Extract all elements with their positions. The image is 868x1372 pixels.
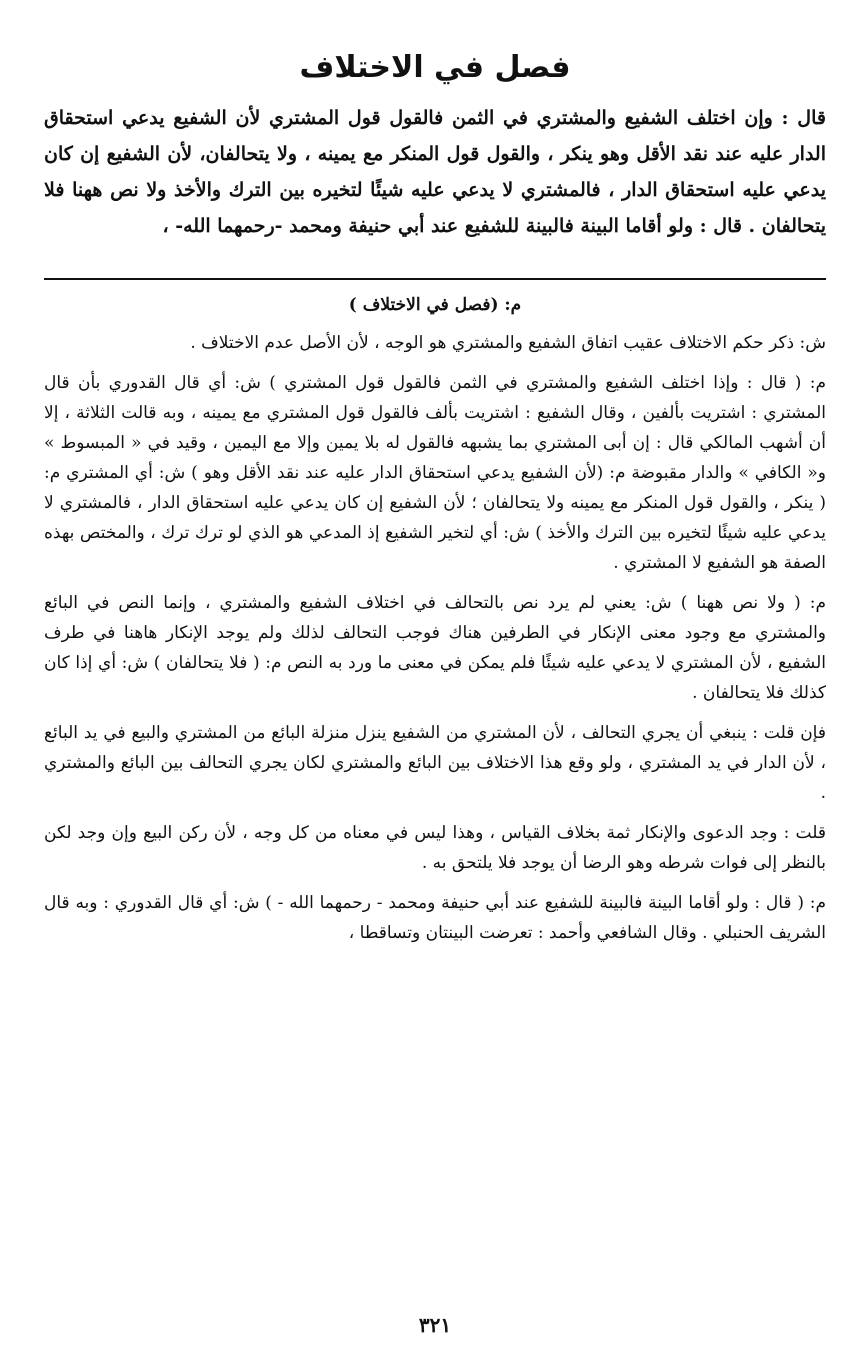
page-number: ٣٢١ bbox=[418, 1313, 452, 1337]
commentary-paragraph: ش: ذكر حكم الاختلاف عقيب اتفاق الشفيع والمشتري هو الوجه ، لأن الأصل عدم الاختلاف . bbox=[190, 333, 826, 353]
book-page bbox=[44, 40, 826, 1340]
main-text: قال : وإن اختلف الشفيع والمشتري في الثمن فالقول قول المشتري لأن الشفيع يدعي استحقاق الدار عليه عند نقد الأقل وهو ينكر ، والقول قول المنكر مع يمينه ، ولا يتحالفان، لأن الشفيع إن كان يدعي عليه استحقاق الدار ، فالمشتري لا يدعي عليه شيئًا لتخيره بين الترك والأخذ ولا نص ههنا فلا يتحالفان . قال : ولو أقاما البينة فالبينة للشفيع عند أبي حنيفة ومحمد -رحمهما الله- ، bbox=[44, 107, 826, 237]
chapter-title: فصل في الاختلاف bbox=[299, 50, 571, 85]
commentary bbox=[44, 328, 826, 948]
commentary-paragraph: م: ( قال : وإذا اختلف الشفيع والمشتري في الثمن فالقول قول المشتري ) ش: أي قال القدوري بأن قال المشتري : اشتريت بألفين ، وقال الشفيع : اشتريت بألف فالقول قول المشتري مع يمينه ، وبه قالت الثلاثة ، إلا أن أشهب المالكي قال : إن أبى المشتري بما يشبهه فالقول له بلا يمين وإلا مع اليمين ، وقيد في « المبسوط » و« الكافي » والدار مقبوضة م: (لأن الشفيع يدعي استحقاق الدار عليه عند نقد الأقل وهو ) ش: أي المشتري م: ( ينكر ، والقول قول المنكر مع يمينه ولا يتحالفان ؛ لأن الشفيع إن كان يدعي عليه استحقاق الدار ، فالمشتري لا يدعي عليه شيئًا لتخيره بين الترك والأخذ ) ش: أي لتخير الشفيع إذ المدعي هو الذي لو ترك ترك ، والمختص بهذه الصفة هو الشفيع لا المشتري . bbox=[44, 373, 826, 573]
commentary-paragraph: فإن قلت : ينبغي أن يجري التحالف ، لأن المشتري من الشفيع ينزل منزلة البائع من المشتري والبيع في يد البائع ، لأن الدار في يد المشتري ، ولو وقع هذا الاختلاف بين البائع والمشتري لكان يجري التحالف بين البائع والمشتري . bbox=[44, 723, 826, 803]
commentary-paragraph: م: ( ولا نص ههنا ) ش: يعني لم يرد نص بالتحالف في اختلاف الشفيع والمشتري ، وإنما النص في البائع والمشتري مع وجود معنى الإنكار في الطرفين هناك فوجب التحالف لذلك ولم يوجد الإنكار هاهنا في طرف الشفيع ، لأن المشتري لا يدعي عليه شيئًا فلم يمكن في معنى ما ورد به النص م: ( فلا يتحالفان ) ش: أي إذا كان كذلك فلا يتحالفان . bbox=[44, 593, 826, 703]
commentary-title: م: (فصل في الاختلاف ) bbox=[348, 295, 522, 315]
divider bbox=[44, 278, 826, 280]
commentary-paragraph: قلت : وجد الدعوى والإنكار ثمة بخلاف القياس ، وهذا ليس في معناه من كل وجه ، لأن ركن البيع وإن وجد لكن بالنظر إلى فوات شرطه وهو الرضا أن يوجد فلا يلتحق به . bbox=[44, 823, 826, 873]
commentary-paragraph: م: ( قال : ولو أقاما البينة فالبينة للشفيع عند أبي حنيفة ومحمد - رحمهما الله - ) ش: أي قال القدوري : وبه قال الشريف الحنبلي . وقال الشافعي وأحمد : تعرضت البينتان وتساقطا ، bbox=[44, 893, 826, 943]
